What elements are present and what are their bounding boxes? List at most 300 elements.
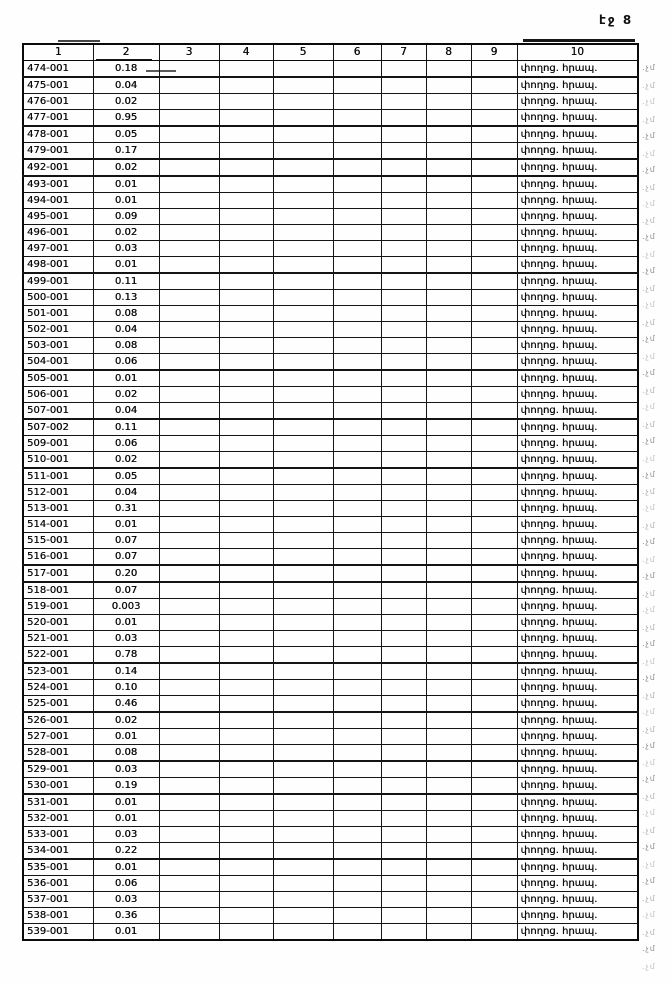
row-empty-cell: [219, 338, 273, 354]
row-empty-cell: [273, 712, 333, 729]
row-empty-cell: [159, 712, 219, 729]
row-empty-cell: [333, 517, 381, 533]
row-value-cell: 0.01: [93, 517, 159, 533]
row-empty-cell: [273, 176, 333, 193]
edge-artifact: .չմ: [642, 589, 656, 599]
row-empty-cell: [381, 517, 426, 533]
row-empty-cell: [471, 452, 517, 469]
row-code-cell: 496-001: [23, 225, 93, 241]
row-empty-cell: [273, 468, 333, 485]
row-empty-cell: [426, 761, 471, 778]
row-empty-cell: [381, 419, 426, 436]
row-code-cell: 494-001: [23, 193, 93, 209]
row-empty-cell: [333, 533, 381, 549]
row-empty-cell: [219, 419, 273, 436]
parcels-table: [22, 43, 639, 941]
row-empty-cell: [219, 61, 273, 78]
scan-artifact: [523, 39, 635, 42]
edge-artifact: .չմ: [642, 351, 656, 361]
table-row: [23, 859, 638, 876]
row-empty-cell: [159, 126, 219, 143]
row-empty-cell: [159, 745, 219, 762]
row-empty-cell: [219, 273, 273, 290]
row-usage-cell: փողոց. հրապ.: [517, 436, 638, 452]
table-row: [23, 533, 638, 549]
table-row: [23, 290, 638, 306]
row-value-cell: 0.18: [93, 61, 159, 78]
edge-artifact: .չմ: [642, 656, 656, 666]
row-empty-cell: [159, 827, 219, 843]
row-empty-cell: [219, 794, 273, 811]
row-code-cell: 518-001: [23, 582, 93, 599]
row-empty-cell: [426, 663, 471, 680]
row-empty-cell: [333, 647, 381, 664]
edge-artifact: .չմ: [642, 182, 656, 192]
row-empty-cell: [273, 843, 333, 860]
row-value-cell: 0.06: [93, 354, 159, 371]
row-empty-cell: [333, 680, 381, 696]
row-value-cell: 0.03: [93, 761, 159, 778]
row-empty-cell: [471, 582, 517, 599]
row-code-cell: 530-001: [23, 778, 93, 795]
table-row: [23, 827, 638, 843]
row-code-cell: 502-001: [23, 322, 93, 338]
edge-artifact: .չմ: [642, 672, 656, 682]
row-empty-cell: [333, 61, 381, 78]
row-value-cell: 0.01: [93, 811, 159, 827]
row-empty-cell: [159, 452, 219, 469]
row-empty-cell: [219, 143, 273, 160]
table-row: [23, 696, 638, 713]
row-empty-cell: [159, 501, 219, 517]
row-empty-cell: [273, 77, 333, 94]
row-empty-cell: [471, 176, 517, 193]
row-usage-cell: փողոց. հրապ.: [517, 599, 638, 615]
column-header-1: 1: [23, 44, 93, 61]
table-row: [23, 419, 638, 436]
row-empty-cell: [381, 485, 426, 501]
row-code-cell: 509-001: [23, 436, 93, 452]
row-empty-cell: [471, 631, 517, 647]
row-empty-cell: [426, 176, 471, 193]
row-empty-cell: [471, 663, 517, 680]
row-empty-cell: [426, 306, 471, 322]
edge-artifact: .չմ: [642, 318, 656, 328]
row-usage-cell: փողոց. հրապ.: [517, 485, 638, 501]
row-value-cell: 0.06: [93, 876, 159, 892]
row-empty-cell: [219, 533, 273, 549]
row-code-cell: 513-001: [23, 501, 93, 517]
row-usage-cell: փողոց. հրապ.: [517, 225, 638, 241]
row-empty-cell: [471, 193, 517, 209]
row-empty-cell: [219, 257, 273, 274]
row-value-cell: 0.04: [93, 485, 159, 501]
row-empty-cell: [381, 615, 426, 631]
row-empty-cell: [471, 778, 517, 795]
row-usage-cell: փողոց. հրապ.: [517, 647, 638, 664]
table-row: [23, 647, 638, 664]
row-usage-cell: փողոց. հրապ.: [517, 501, 638, 517]
row-empty-cell: [471, 565, 517, 582]
row-code-cell: 529-001: [23, 761, 93, 778]
row-code-cell: 521-001: [23, 631, 93, 647]
row-empty-cell: [381, 436, 426, 452]
row-empty-cell: [159, 794, 219, 811]
row-empty-cell: [381, 306, 426, 322]
row-empty-cell: [159, 549, 219, 566]
edge-artifact: .չմ: [642, 453, 656, 463]
row-empty-cell: [333, 403, 381, 420]
row-empty-cell: [333, 843, 381, 860]
row-empty-cell: [426, 549, 471, 566]
row-empty-cell: [333, 77, 381, 94]
column-header-6: 6: [333, 44, 381, 61]
row-empty-cell: [159, 843, 219, 860]
row-usage-cell: փողոց. հրապ.: [517, 419, 638, 436]
row-empty-cell: [333, 549, 381, 566]
row-usage-cell: փողոց. հրապ.: [517, 811, 638, 827]
row-value-cell: 0.01: [93, 193, 159, 209]
row-empty-cell: [273, 582, 333, 599]
row-empty-cell: [273, 126, 333, 143]
row-empty-cell: [426, 517, 471, 533]
row-empty-cell: [333, 94, 381, 110]
row-empty-cell: [471, 533, 517, 549]
row-empty-cell: [333, 615, 381, 631]
row-empty-cell: [273, 761, 333, 778]
row-usage-cell: փողոց. հրապ.: [517, 859, 638, 876]
row-empty-cell: [471, 647, 517, 664]
row-empty-cell: [159, 94, 219, 110]
row-empty-cell: [381, 778, 426, 795]
row-empty-cell: [471, 712, 517, 729]
edge-artifact: .չմ: [642, 198, 656, 208]
row-empty-cell: [219, 468, 273, 485]
edge-artifact: .չմ: [642, 860, 656, 870]
table-row: [23, 193, 638, 209]
row-empty-cell: [273, 143, 333, 160]
row-empty-cell: [159, 225, 219, 241]
row-empty-cell: [273, 354, 333, 371]
row-empty-cell: [381, 110, 426, 127]
row-usage-cell: փողոց. հրապ.: [517, 663, 638, 680]
row-empty-cell: [273, 663, 333, 680]
row-empty-cell: [471, 843, 517, 860]
row-value-cell: 0.03: [93, 241, 159, 257]
row-empty-cell: [159, 729, 219, 745]
row-empty-cell: [159, 468, 219, 485]
row-code-cell: 534-001: [23, 843, 93, 860]
row-empty-cell: [219, 241, 273, 257]
row-empty-cell: [381, 876, 426, 892]
row-empty-cell: [471, 876, 517, 892]
row-empty-cell: [159, 290, 219, 306]
row-empty-cell: [471, 257, 517, 274]
row-empty-cell: [219, 176, 273, 193]
row-code-cell: 539-001: [23, 924, 93, 941]
table-row: [23, 876, 638, 892]
row-value-cell: 0.11: [93, 419, 159, 436]
row-code-cell: 525-001: [23, 696, 93, 713]
row-empty-cell: [381, 827, 426, 843]
row-empty-cell: [426, 631, 471, 647]
row-value-cell: 0.04: [93, 322, 159, 338]
row-code-cell: 497-001: [23, 241, 93, 257]
row-empty-cell: [381, 77, 426, 94]
row-usage-cell: փողոց. հրապ.: [517, 517, 638, 533]
row-empty-cell: [471, 77, 517, 94]
row-empty-cell: [219, 436, 273, 452]
row-empty-cell: [273, 257, 333, 274]
row-empty-cell: [273, 876, 333, 892]
row-usage-cell: փողոց. հրապ.: [517, 209, 638, 225]
row-usage-cell: փողոց. հրապ.: [517, 631, 638, 647]
row-usage-cell: փողոց. հրապ.: [517, 565, 638, 582]
row-empty-cell: [426, 582, 471, 599]
edge-artifact: .չմ: [642, 537, 656, 547]
row-empty-cell: [273, 599, 333, 615]
row-empty-cell: [426, 338, 471, 354]
row-empty-cell: [426, 565, 471, 582]
row-code-cell: 536-001: [23, 876, 93, 892]
row-empty-cell: [159, 322, 219, 338]
row-empty-cell: [381, 193, 426, 209]
row-empty-cell: [381, 533, 426, 549]
table-row: [23, 843, 638, 860]
edge-artifact: .չմ: [642, 487, 656, 497]
row-code-cell: 511-001: [23, 468, 93, 485]
row-empty-cell: [333, 745, 381, 762]
row-usage-cell: փողոց. հրապ.: [517, 159, 638, 176]
row-empty-cell: [471, 387, 517, 403]
row-empty-cell: [471, 761, 517, 778]
row-empty-cell: [471, 827, 517, 843]
table-row: [23, 257, 638, 274]
row-code-cell: 516-001: [23, 549, 93, 566]
row-empty-cell: [381, 696, 426, 713]
edge-artifact: .չմ: [642, 706, 656, 716]
row-empty-cell: [333, 257, 381, 274]
row-empty-cell: [333, 159, 381, 176]
row-empty-cell: [426, 778, 471, 795]
table-body: [23, 61, 638, 941]
row-empty-cell: [219, 761, 273, 778]
edge-artifact: .չմ: [642, 808, 656, 818]
row-empty-cell: [333, 892, 381, 908]
row-empty-cell: [219, 225, 273, 241]
edge-artifact: .չմ: [642, 521, 656, 531]
row-code-cell: 527-001: [23, 729, 93, 745]
column-header-8: 8: [426, 44, 471, 61]
row-empty-cell: [273, 436, 333, 452]
row-code-cell: 520-001: [23, 615, 93, 631]
row-empty-cell: [426, 843, 471, 860]
row-empty-cell: [471, 549, 517, 566]
row-empty-cell: [381, 712, 426, 729]
row-empty-cell: [333, 794, 381, 811]
row-value-cell: 0.01: [93, 729, 159, 745]
row-empty-cell: [426, 370, 471, 387]
row-empty-cell: [159, 193, 219, 209]
row-empty-cell: [426, 712, 471, 729]
row-empty-cell: [273, 908, 333, 924]
edge-artifact: .չմ: [642, 555, 656, 565]
row-usage-cell: փողոց. հրապ.: [517, 110, 638, 127]
row-empty-cell: [273, 680, 333, 696]
row-usage-cell: փողոց. հրապ.: [517, 257, 638, 274]
row-empty-cell: [273, 517, 333, 533]
row-empty-cell: [426, 273, 471, 290]
edge-artifact: .չմ: [642, 893, 656, 903]
row-empty-cell: [273, 159, 333, 176]
row-empty-cell: [159, 77, 219, 94]
edge-artifact: .չմ: [642, 842, 656, 852]
row-usage-cell: փողոց. հրապ.: [517, 290, 638, 306]
row-usage-cell: փողոց. հրապ.: [517, 370, 638, 387]
row-empty-cell: [381, 680, 426, 696]
row-empty-cell: [381, 257, 426, 274]
row-usage-cell: փողոց. հրապ.: [517, 696, 638, 713]
edge-artifact: .չմ: [642, 909, 656, 919]
row-empty-cell: [426, 485, 471, 501]
row-code-cell: 512-001: [23, 485, 93, 501]
row-usage-cell: փողոց. հրապ.: [517, 241, 638, 257]
table-row: [23, 126, 638, 143]
table-row: [23, 582, 638, 599]
row-empty-cell: [381, 225, 426, 241]
edge-artifact: .չմ: [642, 164, 656, 174]
row-empty-cell: [426, 143, 471, 160]
table-row: [23, 712, 638, 729]
row-empty-cell: [219, 193, 273, 209]
row-empty-cell: [159, 370, 219, 387]
row-usage-cell: փողոց. հրապ.: [517, 761, 638, 778]
row-empty-cell: [471, 811, 517, 827]
row-empty-cell: [381, 322, 426, 338]
row-value-cell: 0.07: [93, 549, 159, 566]
row-empty-cell: [159, 241, 219, 257]
edge-artifact: .չմ: [642, 80, 656, 90]
row-code-cell: 528-001: [23, 745, 93, 762]
row-empty-cell: [219, 859, 273, 876]
edge-artifact: .չմ: [642, 114, 656, 124]
row-empty-cell: [426, 159, 471, 176]
row-usage-cell: փողոց. հրապ.: [517, 403, 638, 420]
row-empty-cell: [273, 452, 333, 469]
row-empty-cell: [273, 892, 333, 908]
row-empty-cell: [381, 501, 426, 517]
row-code-cell: 507-002: [23, 419, 93, 436]
row-empty-cell: [159, 811, 219, 827]
edge-artifact: .չմ: [642, 690, 656, 700]
row-empty-cell: [219, 485, 273, 501]
row-empty-cell: [273, 615, 333, 631]
row-empty-cell: [471, 908, 517, 924]
row-empty-cell: [333, 322, 381, 338]
row-empty-cell: [381, 582, 426, 599]
row-usage-cell: փողոց. հրապ.: [517, 892, 638, 908]
row-empty-cell: [219, 452, 273, 469]
row-usage-cell: փողոց. հրապ.: [517, 680, 638, 696]
row-empty-cell: [381, 843, 426, 860]
row-code-cell: 501-001: [23, 306, 93, 322]
row-value-cell: 0.31: [93, 501, 159, 517]
row-code-cell: 477-001: [23, 110, 93, 127]
row-empty-cell: [333, 663, 381, 680]
row-empty-cell: [273, 696, 333, 713]
row-usage-cell: փողոց. հրապ.: [517, 615, 638, 631]
row-empty-cell: [333, 565, 381, 582]
row-empty-cell: [273, 533, 333, 549]
row-empty-cell: [273, 273, 333, 290]
row-usage-cell: փողոց. հրապ.: [517, 778, 638, 795]
row-empty-cell: [426, 94, 471, 110]
row-empty-cell: [219, 876, 273, 892]
row-empty-cell: [219, 387, 273, 403]
edge-artifact: .չմ: [642, 232, 656, 242]
row-empty-cell: [471, 892, 517, 908]
row-code-cell: 533-001: [23, 827, 93, 843]
table-row: [23, 761, 638, 778]
row-empty-cell: [273, 419, 333, 436]
table-header: [23, 44, 638, 61]
row-empty-cell: [426, 501, 471, 517]
row-code-cell: 479-001: [23, 143, 93, 160]
row-empty-cell: [273, 290, 333, 306]
row-empty-cell: [219, 582, 273, 599]
row-value-cell: 0.03: [93, 631, 159, 647]
table-row: [23, 778, 638, 795]
row-empty-cell: [333, 110, 381, 127]
row-empty-cell: [471, 354, 517, 371]
row-value-cell: 0.02: [93, 94, 159, 110]
table-row: [23, 143, 638, 160]
row-empty-cell: [333, 273, 381, 290]
table-row: [23, 517, 638, 533]
row-empty-cell: [159, 778, 219, 795]
column-header-9: 9: [471, 44, 517, 61]
row-empty-cell: [219, 306, 273, 322]
table-row: [23, 77, 638, 94]
row-empty-cell: [426, 77, 471, 94]
row-empty-cell: [219, 827, 273, 843]
row-empty-cell: [333, 712, 381, 729]
table-row: [23, 306, 638, 322]
edge-artifact: .չմ: [642, 401, 656, 411]
row-value-cell: 0.22: [93, 843, 159, 860]
row-empty-cell: [273, 745, 333, 762]
row-empty-cell: [159, 533, 219, 549]
row-empty-cell: [381, 61, 426, 78]
row-empty-cell: [333, 485, 381, 501]
row-empty-cell: [333, 419, 381, 436]
row-empty-cell: [471, 859, 517, 876]
row-value-cell: 0.14: [93, 663, 159, 680]
row-empty-cell: [219, 680, 273, 696]
row-empty-cell: [426, 436, 471, 452]
edge-artifact: .չմ: [642, 638, 656, 648]
row-code-cell: 514-001: [23, 517, 93, 533]
row-empty-cell: [159, 876, 219, 892]
row-empty-cell: [471, 273, 517, 290]
row-empty-cell: [471, 517, 517, 533]
table-row: [23, 599, 638, 615]
row-code-cell: 507-001: [23, 403, 93, 420]
row-empty-cell: [426, 209, 471, 225]
table-row: [23, 729, 638, 745]
table-row: [23, 663, 638, 680]
row-value-cell: 0.02: [93, 387, 159, 403]
